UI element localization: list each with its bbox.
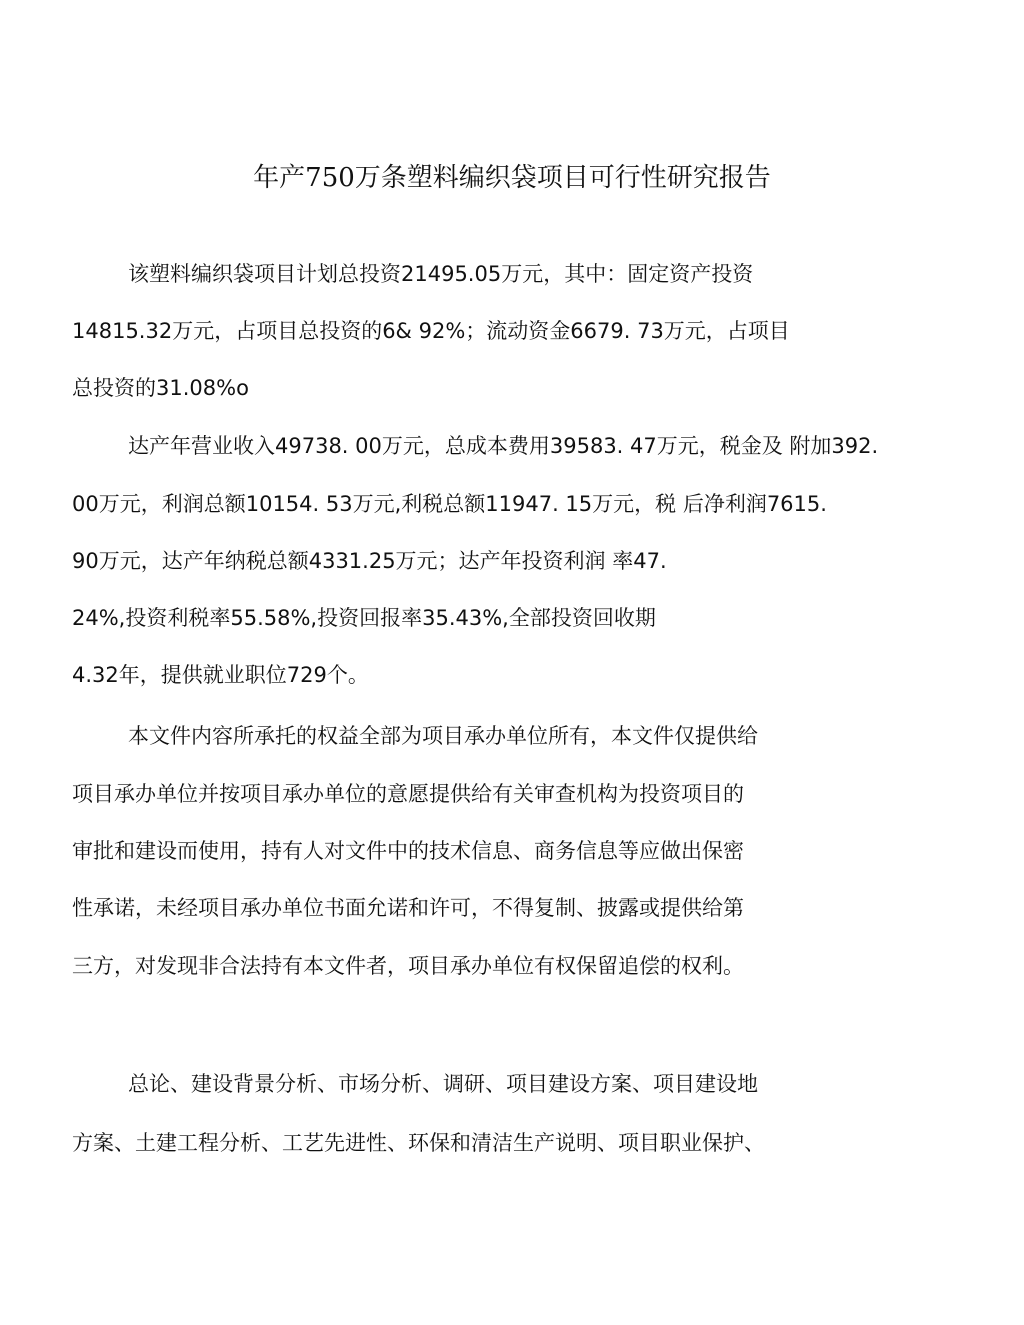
paragraph-1-line-1: 该塑料编织袋项目计划总投资21495.05万元，其中：固定资产投资 bbox=[128, 262, 754, 286]
paragraph-3-line-1: 本文件内容所承托的权益全部为项目承办单位所有，本文件仅提供给 bbox=[128, 724, 758, 748]
paragraph-2-line-5: 4.32年，提供就业职位729个。 bbox=[72, 663, 369, 687]
paragraph-2-line-3: 90万元，达产年纳税总额4331.25万元；达产年投资利润 率47. bbox=[72, 549, 667, 573]
paragraph-3-line-5: 三方，对发现非合法持有本文件者，项目承办单位有权保留追偿的权利。 bbox=[72, 954, 744, 978]
paragraph-3-line-2: 项目承办单位并按项目承办单位的意愿提供给有关审查机构为投资项目的 bbox=[72, 782, 744, 806]
paragraph-2-line-4: 24%,投资利税率55.58%,投资回报率35.43%,全部投资回收期 bbox=[72, 606, 656, 630]
paragraph-3-line-4: 性承诺，未经项目承办单位书面允诺和许可，不得复制、披露或提供给第 bbox=[72, 896, 744, 920]
document-title: 年产750万条塑料编织袋项目可行性研究报告 bbox=[253, 163, 771, 193]
paragraph-2-line-2: 00万元，利润总额10154. 53万元,利税总额11947. 15万元，税 后净利润7615. bbox=[72, 492, 827, 516]
paragraph-4-line-1: 总论、建设背景分析、市场分析、调研、项目建设方案、项目建设地 bbox=[128, 1072, 758, 1096]
paragraph-3-line-3: 审批和建设而使用，持有人对文件中的技术信息、商务信息等应做出保密 bbox=[72, 839, 744, 863]
paragraph-4-line-2: 方案、土建工程分析、工艺先进性、环保和清洁生产说明、项目职业保护、 bbox=[72, 1131, 765, 1155]
paragraph-2-line-1: 达产年营业收入49738. 00万元，总成本费用39583. 47万元，税金及 附加392. bbox=[128, 434, 879, 458]
paragraph-1-line-3: 总投资的31.08%o bbox=[72, 376, 249, 400]
paragraph-1-line-2: 14815.32万元，占项目总投资的6& 92%；流动资金6679. 73万元，占项目 bbox=[72, 319, 790, 343]
